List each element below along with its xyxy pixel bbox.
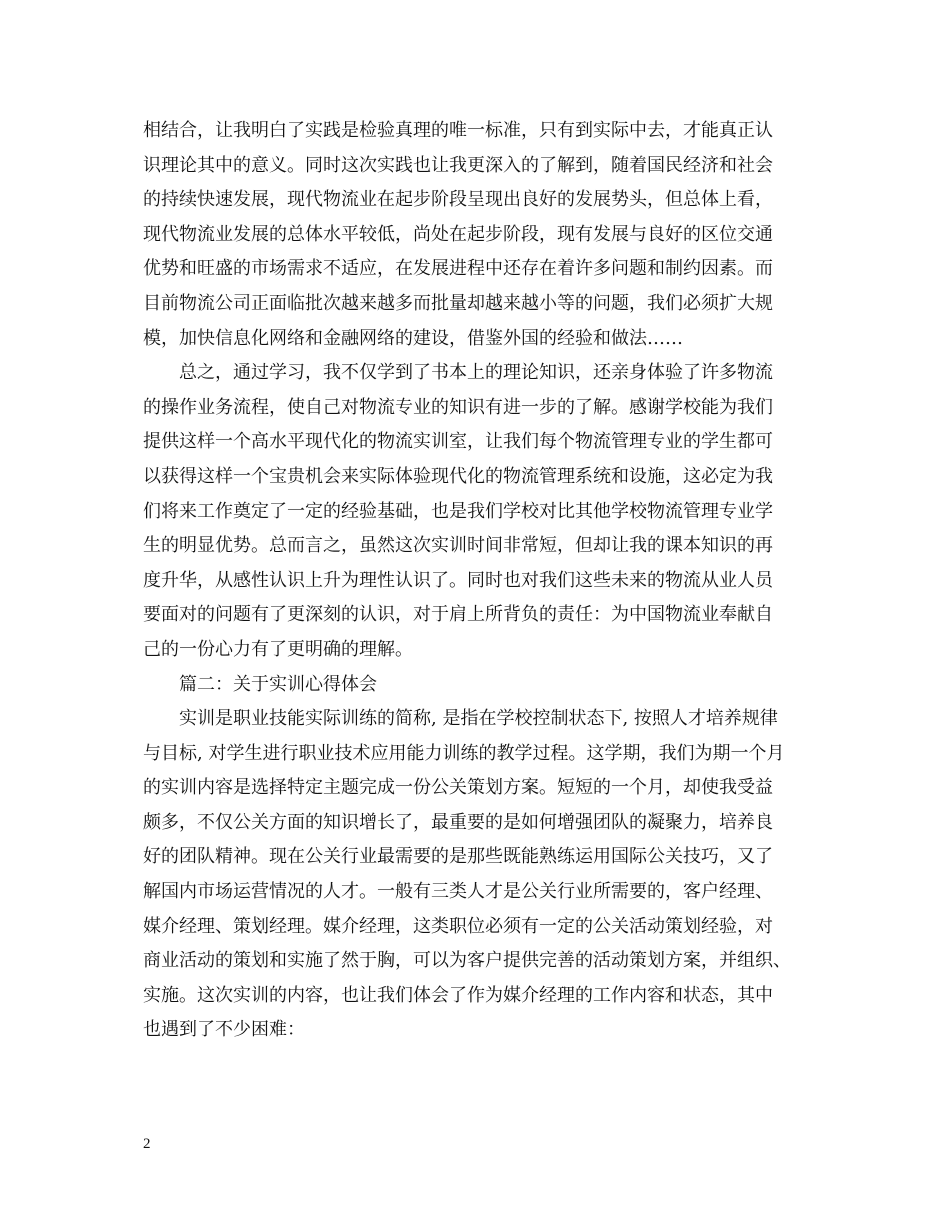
text-line: 模，加快信息化网络和金融网络的建设，借鉴外国的经验和做法……: [143, 327, 683, 349]
text-line: 的持续快速发展，现代物流业在起步阶段呈现出良好的发展势头，但总体上看，: [143, 189, 773, 211]
text-line: 实施。这次实训的内容，也让我们体会了作为媒介经理的工作内容和状态，其中: [143, 984, 773, 1006]
text-line: 商业活动的策划和实施了然于胸，可以为客户提供完善的活动策划方案，并组织、: [143, 950, 791, 972]
text-line: 以获得这样一个宝贵机会来实际体验现代化的物流管理系统和设施，这必定为我: [143, 465, 773, 487]
document-body: [143, 114, 823, 1048]
section-heading: 篇二：关于实训心得体会: [179, 673, 377, 695]
text-line: 颇多，不仅公关方面的知识增长了，最重要的是如何增强团队的凝聚力，培养良: [143, 811, 773, 833]
text-line: 也遇到了不少困难：: [143, 1019, 305, 1041]
page-number: 2: [143, 1136, 151, 1152]
text-line: 提供这样一个高水平现代化的物流实训室，让我们每个物流管理专业的学生都可: [143, 431, 773, 453]
text-line: 的实训内容是选择特定主题完成一份公关策划方案。短短的一个月，却使我受益: [143, 777, 773, 799]
text-line: 们将来工作奠定了一定的经验基础，也是我们学校对比其他学校物流管理专业学: [143, 500, 773, 522]
text-line: 总之，通过学习，我不仅学到了书本上的理论知识，还亲身体验了许多物流: [179, 362, 773, 384]
text-line: 好的团队精神。现在公关行业最需要的是那些既能熟练运用国际公关技巧，又了: [143, 846, 773, 868]
text-line: 生的明显优势。总而言之，虽然这次实训时间非常短，但却让我的课本知识的再: [143, 535, 773, 557]
text-line: 媒介经理、策划经理。媒介经理，这类职位必须有一定的公关活动策划经验，对: [143, 915, 773, 937]
text-line: 解国内市场运营情况的人才。一般有三类人才是公关行业所需要的，客户经理、: [143, 881, 773, 903]
text-line: 的操作业务流程，使自己对物流专业的知识有进一步的了解。感谢学校能为我们: [143, 396, 773, 418]
text-line: 度升华，从感性认识上升为理性认识了。同时也对我们这些未来的物流从业人员: [143, 569, 773, 591]
text-line: 目前物流公司正面临批次越来越多而批量却越来越小等的问题，我们必须扩大规: [143, 292, 773, 314]
text-line: 优势和旺盛的市场需求不适应，在发展进程中还存在着许多问题和制约因素。而: [143, 258, 773, 280]
text-line: 与目标, 对学生进行职业技术应用能力训练的教学过程。这学期，我们为期一个月: [143, 742, 785, 764]
text-line: 现代物流业发展的总体水平较低，尚处在起步阶段，现有发展与良好的区位交通: [143, 223, 773, 245]
text-line: 识理论其中的意义。同时这次实践也让我更深入的了解到，随着国民经济和社会: [143, 154, 773, 176]
text-line: 要面对的问题有了更深刻的认识，对于肩上所背负的责任：为中国物流业奉献自: [143, 604, 773, 626]
text-line: 己的一份心力有了更明确的理解。: [143, 638, 413, 660]
text-line: 相结合，让我明白了实践是检验真理的唯一标准，只有到实际中去，才能真正认: [143, 120, 773, 141]
text-line: 实训是职业技能实际训练的简称, 是指在学校控制状态下, 按照人才培养规律: [179, 708, 778, 730]
